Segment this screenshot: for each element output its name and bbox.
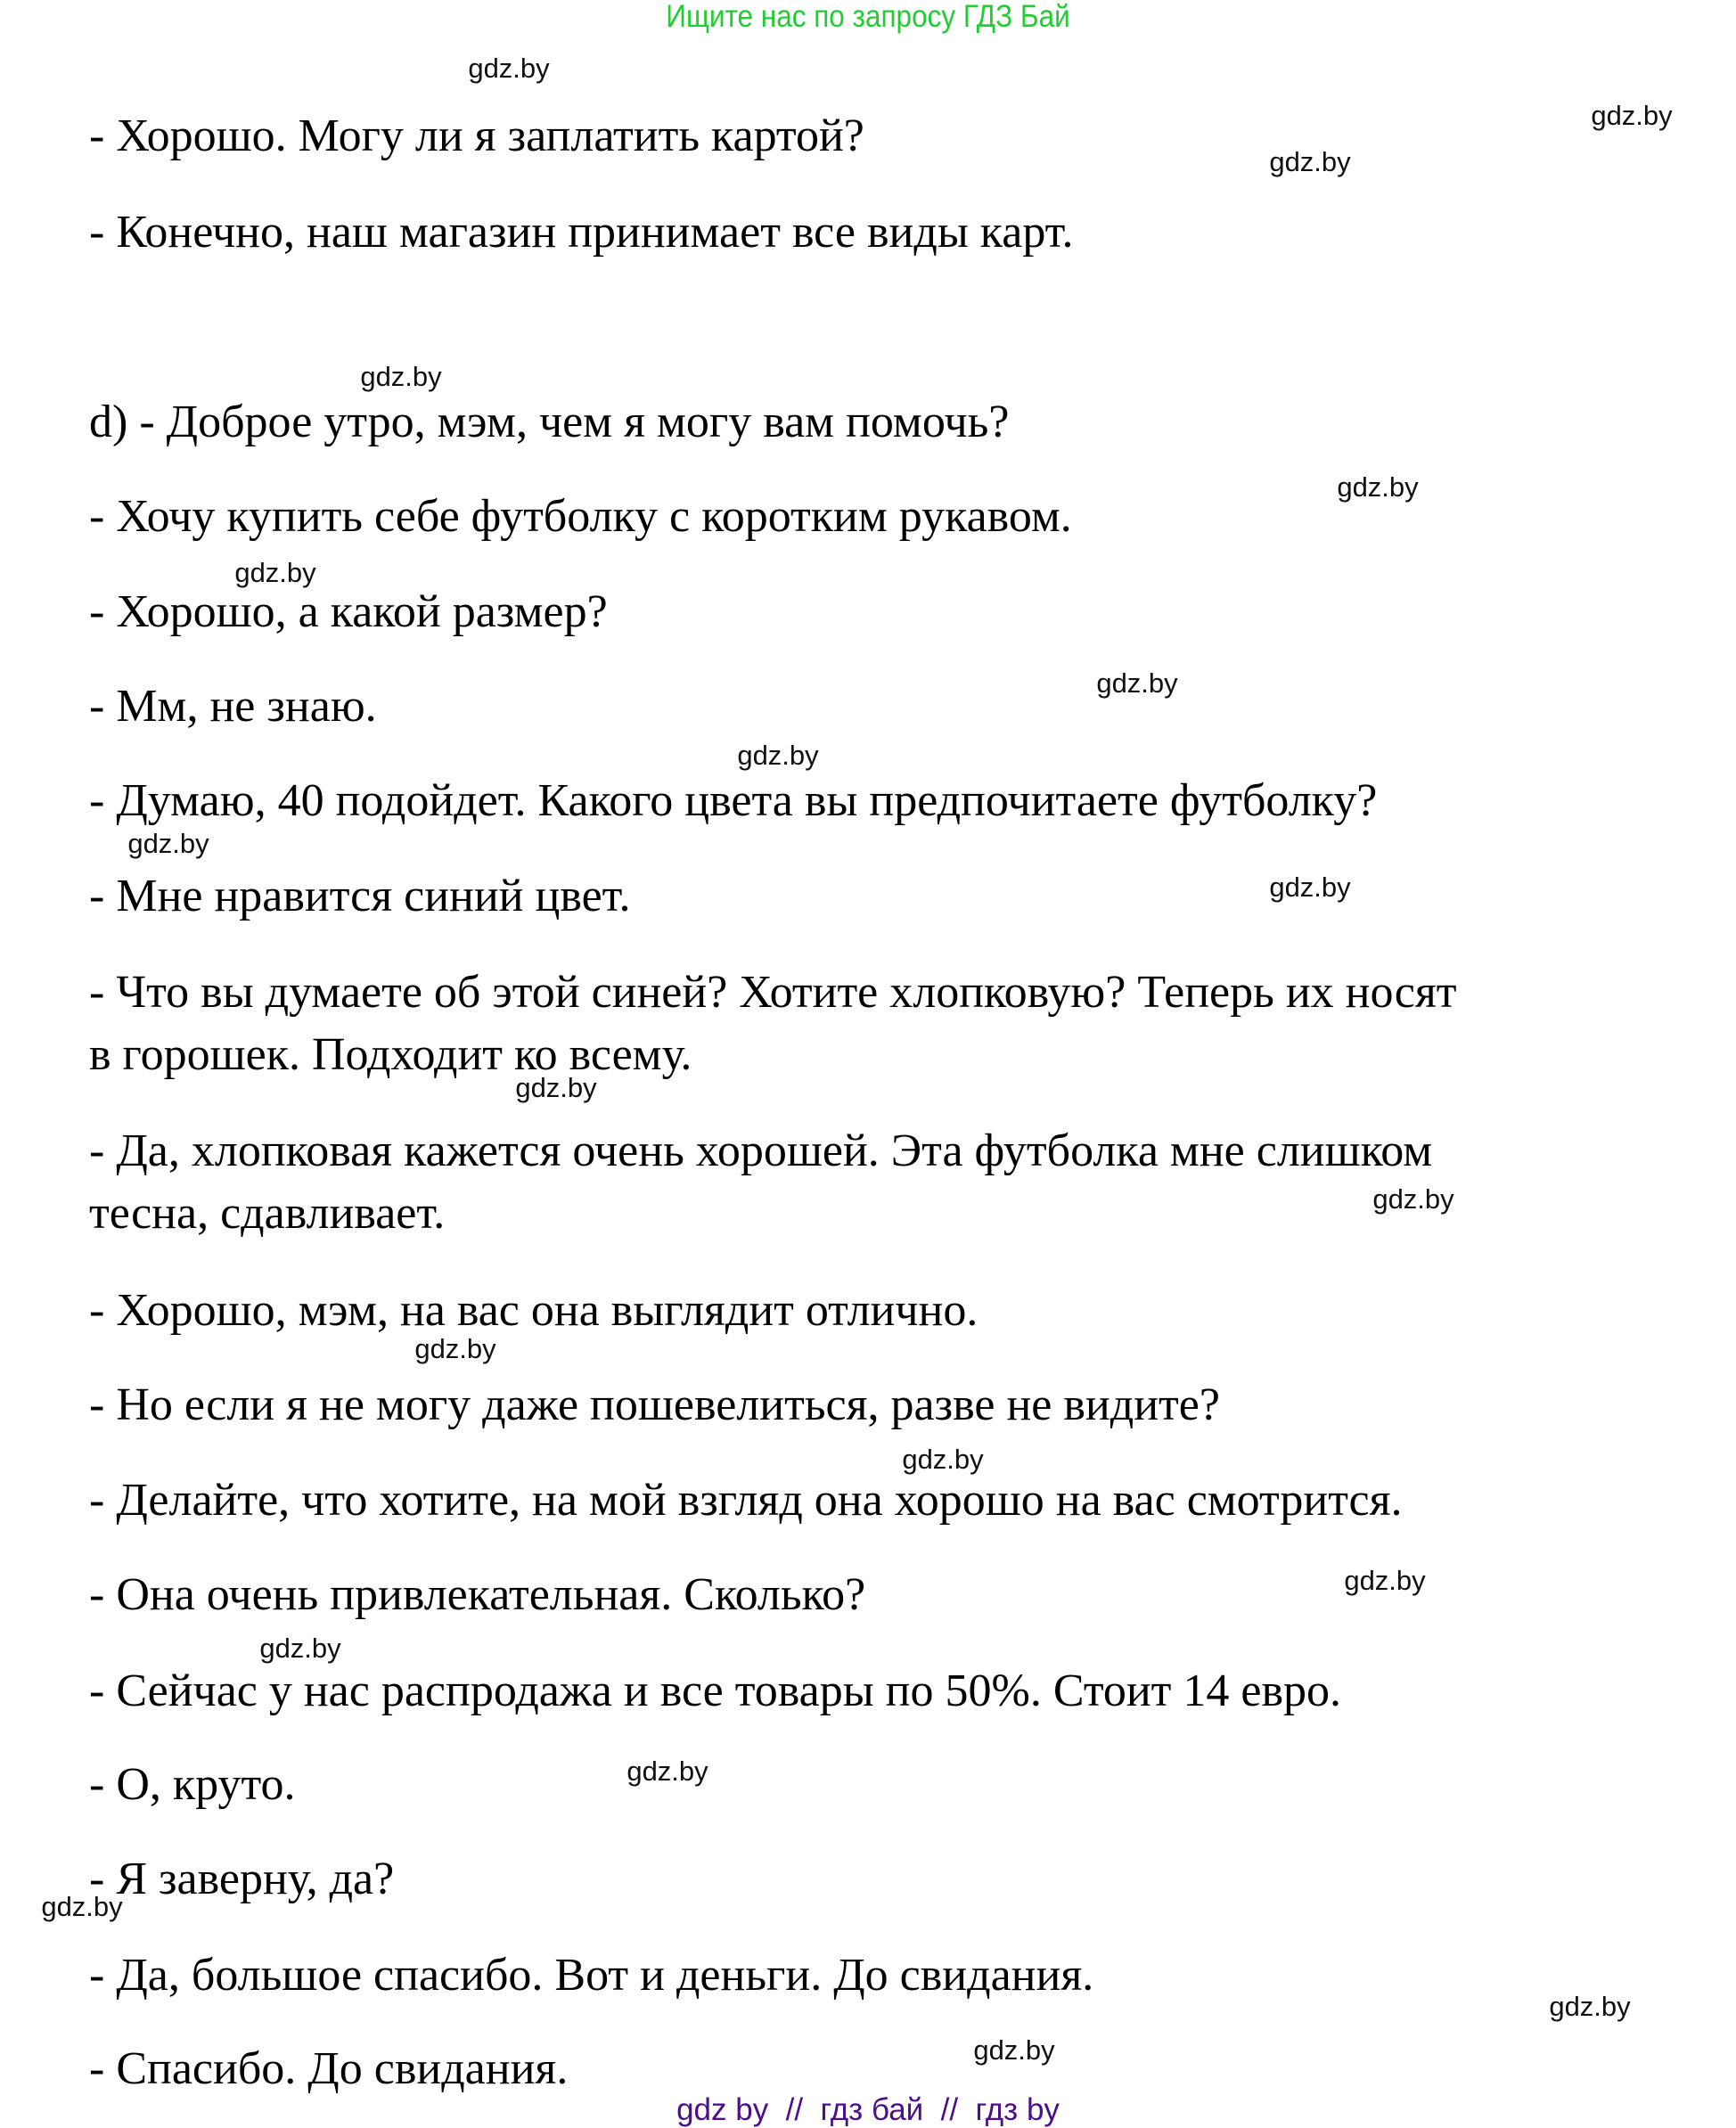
dialogue-line: тесна, сдавливает. bbox=[89, 1188, 446, 1239]
watermark: gdz.by bbox=[1549, 1991, 1631, 2022]
watermark: gdz.by bbox=[1591, 100, 1673, 131]
dialogue-line: - Делайте, что хотите, на мой взгляд она хорошо на вас смотрится. bbox=[89, 1475, 1403, 1526]
dialogue-line: - Сейчас у нас распродажа и все товары по 50%. Стоит 14 евро. bbox=[89, 1666, 1342, 1716]
dialogue-line: - Хорошо. Могу ли я заплатить картой? bbox=[89, 110, 864, 161]
dialogue-line: - Я заверну, да? bbox=[89, 1854, 395, 1904]
dialogue-line: - Что вы думаете об этой синей? Хотите хлопковую? Теперь их носят bbox=[89, 967, 1457, 1018]
dialogue-line: - Мм, не знаю. bbox=[89, 681, 377, 732]
watermark: gdz.by bbox=[515, 1072, 597, 1103]
watermark: gdz.by bbox=[973, 2034, 1055, 2066]
dialogue-line: - Мне нравится синий цвет. bbox=[89, 871, 631, 921]
footer-links: gdz by // гдз бай // гдз by bbox=[676, 2092, 1060, 2127]
watermark: gdz.by bbox=[234, 557, 316, 588]
watermark: gdz.by bbox=[1269, 146, 1351, 177]
dialogue-line: - Но если я не могу даже пошевелиться, разве не видите? bbox=[89, 1379, 1220, 1430]
dialogue-line: - Спасибо. До свидания. bbox=[89, 2043, 569, 2094]
watermark: gdz.by bbox=[468, 53, 550, 84]
dialogue-line: d) - Доброе утро, мэм, чем я могу вам помочь? bbox=[89, 397, 1010, 447]
dialogue-line: - Хочу купить себе футболку с коротким рукавом. bbox=[89, 491, 1072, 542]
watermark: gdz.by bbox=[360, 361, 442, 392]
watermark: gdz.by bbox=[737, 740, 819, 771]
watermark: gdz.by bbox=[902, 1444, 984, 1475]
dialogue-line: - Да, большое спасибо. Вот и деньги. До свидания. bbox=[89, 1950, 1094, 2001]
watermark: gdz.by bbox=[1269, 872, 1351, 903]
watermark: gdz.by bbox=[1096, 667, 1178, 699]
watermark: gdz.by bbox=[1344, 1565, 1426, 1596]
dialogue-line: - О, круто. bbox=[89, 1759, 296, 1810]
dialogue-line: - Хорошо, мэм, на вас она выглядит отлично. bbox=[89, 1285, 979, 1336]
header-banner: Ищите нас по запросу ГДЗ Бай bbox=[666, 0, 1070, 34]
watermark: gdz.by bbox=[259, 1633, 341, 1664]
watermark: gdz.by bbox=[1337, 471, 1419, 503]
watermark: gdz.by bbox=[127, 828, 209, 859]
watermark: gdz.by bbox=[41, 1891, 123, 1922]
dialogue-line: - Хорошо, а какой размер? bbox=[89, 586, 608, 637]
dialogue-line: - Думаю, 40 подойдет. Какого цвета вы предпочитаете футболку? bbox=[89, 775, 1378, 826]
watermark: gdz.by bbox=[1372, 1183, 1454, 1215]
watermark: gdz.by bbox=[414, 1333, 496, 1364]
watermark: gdz.by bbox=[626, 1756, 708, 1787]
dialogue-line: - Она очень привлекательная. Сколько? bbox=[89, 1569, 866, 1620]
dialogue-line: в горошек. Подходит ко всему. bbox=[89, 1029, 692, 1080]
dialogue-line: - Да, хлопковая кажется очень хорошей. Эта футболка мне слишком bbox=[89, 1125, 1433, 1176]
dialogue-line: - Конечно, наш магазин принимает все виды карт. bbox=[89, 207, 1074, 258]
